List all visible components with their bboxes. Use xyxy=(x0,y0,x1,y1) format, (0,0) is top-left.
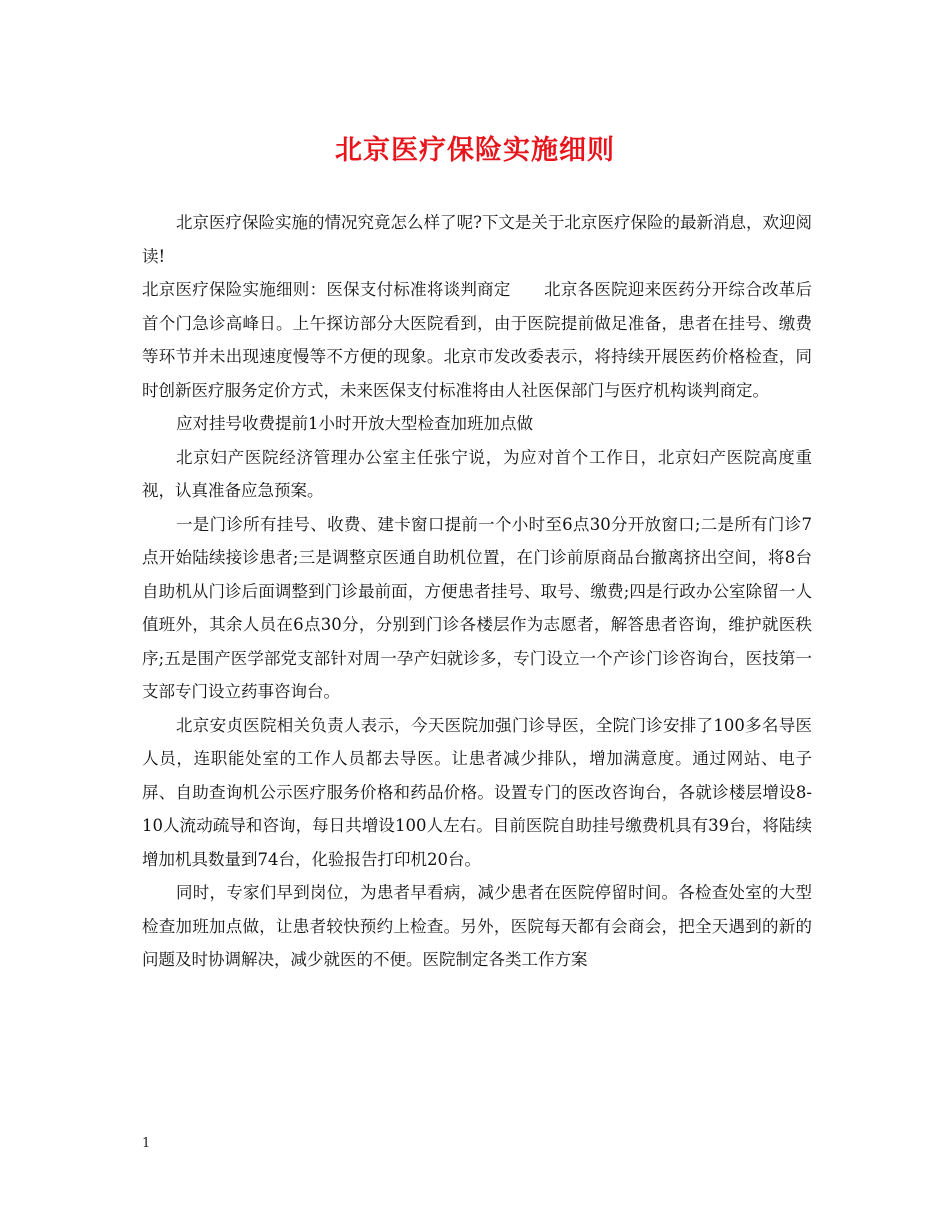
paragraph-measures-list: 一是门诊所有挂号、收费、建卡窗口提前一个小时至6点30分开放窗口;二是所有门诊7点开始陆续接诊患者;三是调整京医通自助机位置，在门诊前原商品台撤离挤出空间，将8台自助机从门诊后面调整到门诊最前面，方便患者挂号、取号、缴费;四是行政办公室除留一人值班外，其余人员在6点30分，分别到门诊各楼层作为志愿者，解答患者咨询，维护就医秩序;五是围产医学部党支部针对周一孕产妇就诊多，专门设立一个产诊门诊咨询台，医技第一支部专门设立药事咨询台。 xyxy=(142,514,812,701)
paragraph-intro: 北京医疗保险实施的情况究竟怎么样了呢?下文是关于北京医疗保险的最新消息，欢迎阅读! xyxy=(142,213,812,266)
document-title: 北京医疗保险实施细则 xyxy=(335,135,615,166)
paragraph-implementation-rules: 北京医疗保险实施细则：医保支付标准将谈判商定 北京各医院迎来医药分开综合改革后首个门急诊高峰日。上午探访部分大医院看到，由于医院提前做足准备，患者在挂号、缴费等环节并未出现速度慢等不方便的现象。北京市发改委表示，将持续开展医药价格检查，同时创新医疗服务定价方式，未来医保支付标准将由人社医保部门与医疗机构谈判商定。 xyxy=(142,280,812,400)
paragraph-experts: 同时，专家们早到岗位，为患者早看病，减少患者在医院停留时间。各检查处室的大型检查加班加点做，让患者较快预约上检查。另外，医院每天都有会商会，把全天遇到的新的问题及时协调解决，减少就医的不便。医院制定各类工作方案 xyxy=(142,883,812,969)
paragraph-subheading: 应对挂号收费提前1小时开放大型检查加班加点做 xyxy=(176,414,533,433)
paragraph-maternity-hospital: 北京妇产医院经济管理办公室主任张宁说，为应对首个工作日，北京妇产医院高度重视，认真准备应急预案。 xyxy=(142,447,812,500)
paragraph-anzhen-hospital: 北京安贞医院相关负责人表示，今天医院加强门诊导医，全院门诊安排了100多名导医人员，连职能处室的工作人员都去导医。让患者减少排队，增加满意度。通过网站、电子屏、自助查询机公示医疗服务价格和药品价格。设置专门的医改咨询台，各就诊楼层增设8-10人流动疏导和咨询，每日共增设100人左右。目前医院自助挂号缴费机具有39台，将陆续增加机具数量到74台，化验报告打印机20台。 xyxy=(142,715,812,869)
document-body xyxy=(142,206,812,977)
page-number: 1 xyxy=(142,1136,151,1151)
